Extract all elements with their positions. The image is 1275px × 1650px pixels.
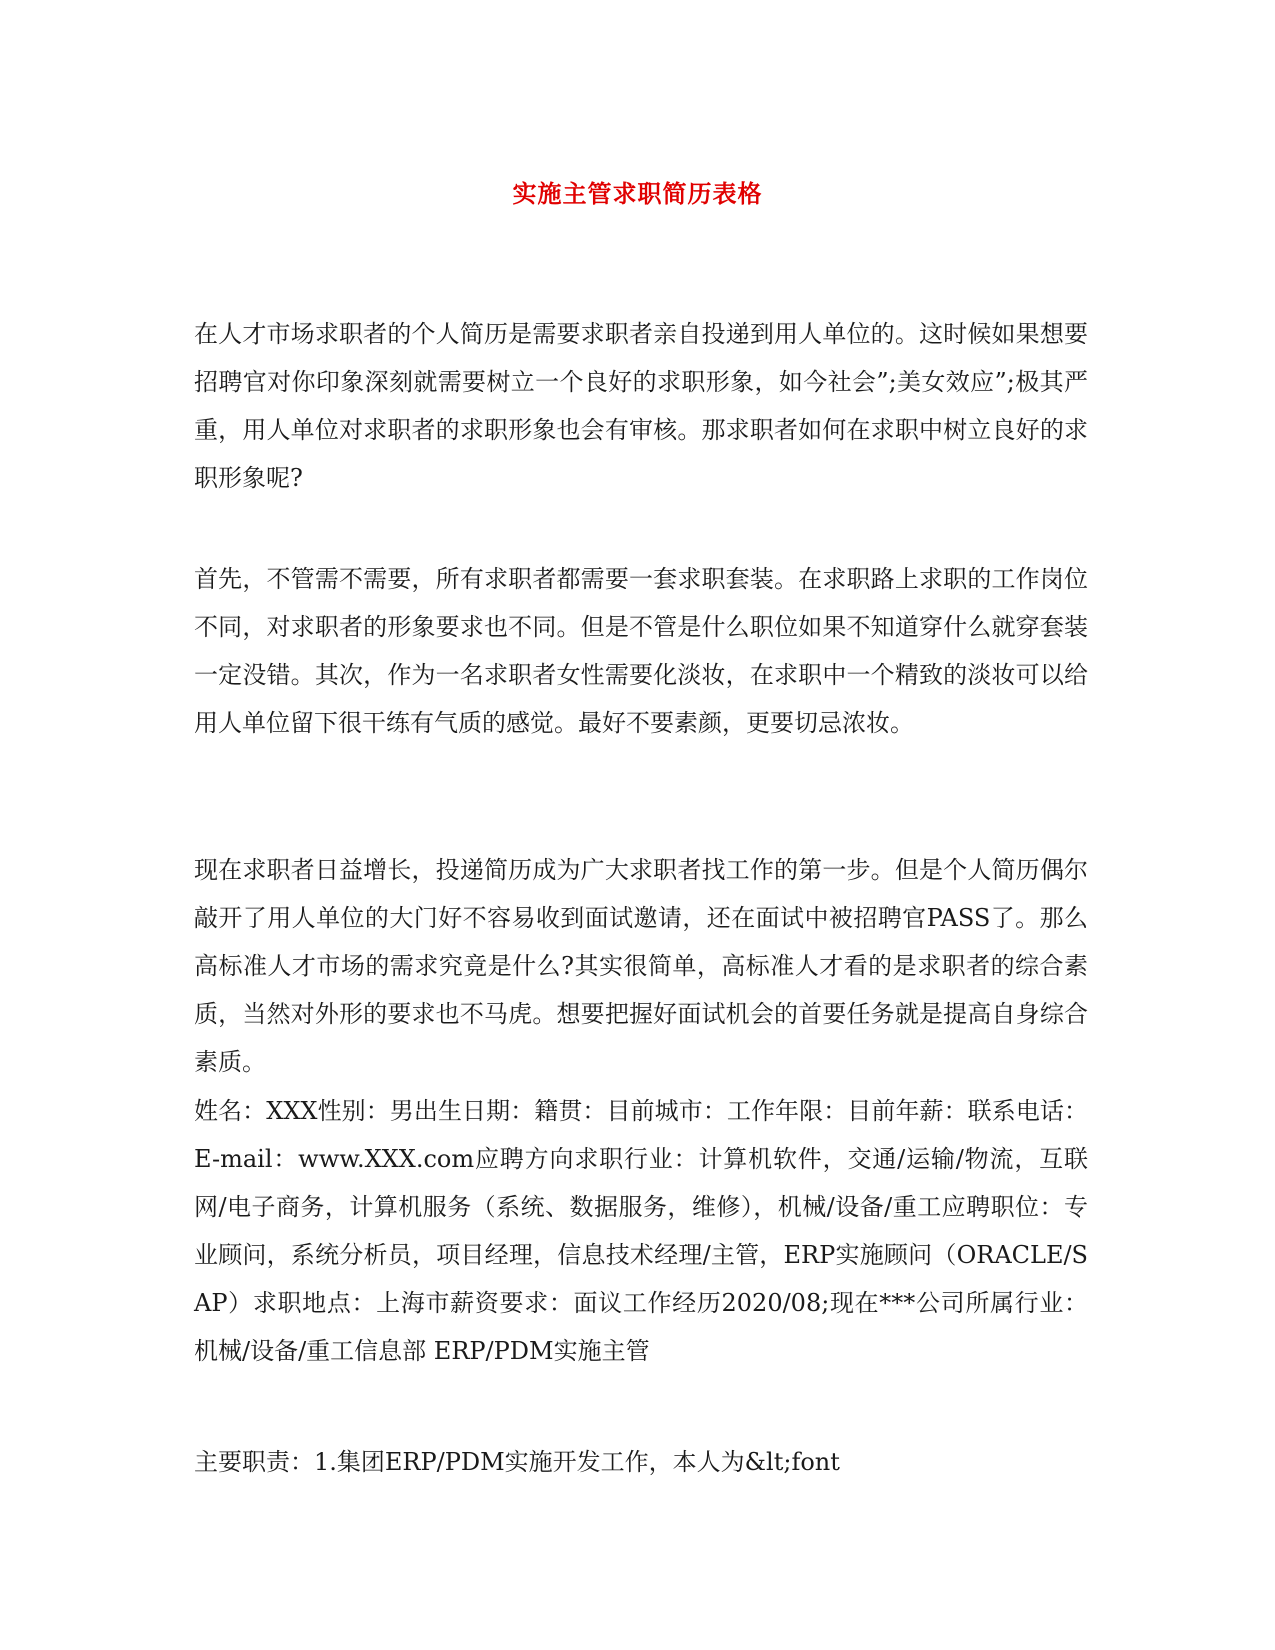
resume-info-block: 姓名：XXX性别：男出生日期：籍贯：目前城市：工作年限：目前年薪：联系电话：E-mail：www.XXX.com应聘方向求职行业：计算机软件，交通/运输/物流，互联网/电子商务，计算机服务（系统、数据服务，维修），机械/设备/重工应聘职位：专业顾问，系统分析员，项目经理，信息技术经理/主管，ERP实施顾问（ORACLE/SAP）求职地点：上海市薪资要求：面议工作经历2020/08;现在***公司所属行业：机械/设备/重工信息部 ERP/PDM实施主管 — [194, 1097, 1088, 1365]
main-duties-line: 主要职责：1.集团ERP/PDM实施开发工作，本人为&lt;font — [194, 1448, 840, 1476]
paragraph-intro: 在人才市场求职者的个人简历是需要求职者亲自投递到用人单位的。这时候如果想要招聘官对你印象深刻就需要树立一个良好的求职形象，如今社会”;美女效应”;极其严重，用人单位对求职者的求职形象也会有审核。那求职者如何在求职中树立良好的求职形象呢? — [194, 320, 1088, 492]
paragraph-attire: 首先，不管需不需要，所有求职者都需要一套求职套装。在求职路上求职的工作岗位不同，对求职者的形象要求也不同。但是不管是什么职位如果不知道穿什么就穿套装一定没错。其次，作为一名求职者女性需要化淡妆，在求职中一个精致的淡妆可以给用人单位留下很干练有气质的感觉。最好不要素颜，更要切忌浓妆。 — [194, 565, 1088, 737]
document-title: 实施主管求职简历表格 — [512, 179, 763, 208]
paragraph-quality: 现在求职者日益增长，投递简历成为广大求职者找工作的第一步。但是个人简历偶尔敲开了用人单位的大门好不容易收到面试邀请，还在面试中被招聘官PASS了。那么高标准人才市场的需求究竟是什么?其实很简单，高标准人才看的是求职者的综合素质，当然对外形的要求也不马虎。想要把握好面试机会的首要任务就是提高自身综合素质。 — [194, 856, 1088, 1076]
